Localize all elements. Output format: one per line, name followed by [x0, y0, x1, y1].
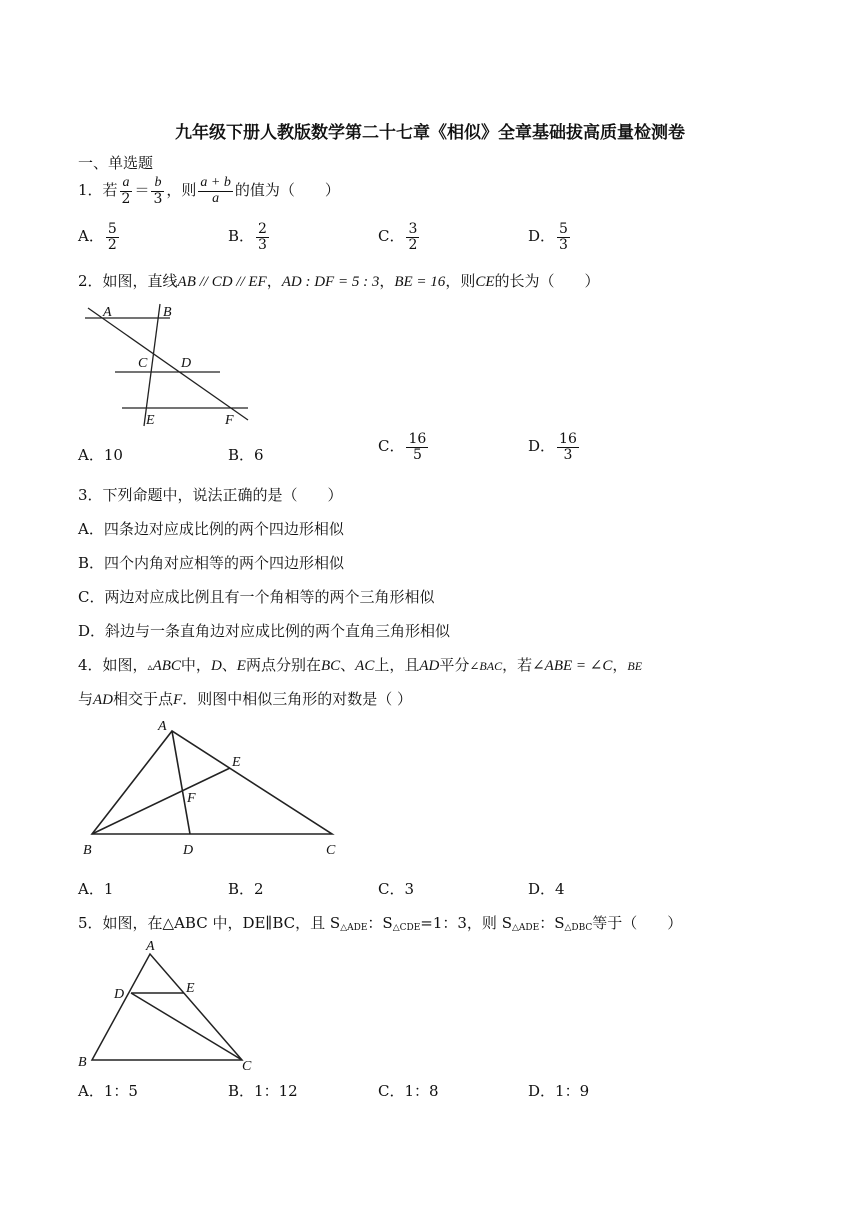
point-f-label: F — [187, 791, 196, 806]
fraction-a-over-2: $\frac{a}{2}$ — [121, 175, 131, 207]
point-e-label: E — [186, 981, 195, 996]
point-e-label: E — [146, 413, 155, 428]
question-3-option-c: C．两边对应成比例且有一个角相等的两个三角形相似 — [78, 588, 435, 606]
question-5-option-a: A．1：5 — [78, 1082, 138, 1100]
question-2-option-a: A．10 — [78, 446, 123, 464]
point-e-label: E — [232, 755, 241, 770]
question-2-option-c: C． $\frac{16}{5}$ — [378, 431, 427, 463]
question-5-stem: 5．如图，在△ABC 中，DE∥BC，且 $S_{\triangle ADE}$：$S_{\triangle CDE}=1$：3，则 $S_{\triangle ADE}$：$S_{\triangle DBC}$等于（ ） — [78, 914, 683, 933]
question-3-option-d: D．斜边与一条直角边对应成比例的两个直角三角形相似 — [78, 622, 451, 640]
point-d-label: D — [181, 356, 192, 371]
question-1-option-c: C． $\frac{3}{2}$ — [378, 221, 418, 253]
question-1-option-a: A． $\frac{5}{2}$ — [78, 221, 117, 253]
question-1-stem: 1．若 $\frac{a}{2}$ ＝ $\frac{b}{3}$ ，则 $\frac{a + b}{a}$ 的值为（ ） — [78, 175, 340, 207]
point-c-label: C — [242, 1059, 252, 1074]
question-2-option-b: B．6 — [228, 446, 264, 464]
figure-parallel-lines — [80, 300, 260, 430]
point-b-label: B — [78, 1055, 87, 1070]
fraction-b-over-3: $\frac{b}{3}$ — [153, 175, 163, 207]
point-a-label: A — [158, 719, 167, 734]
question-1-option-d: D． $\frac{5}{3}$ — [528, 221, 568, 253]
page-title: 九年级下册人教版数学第二十七章《相似》全章基础拔高质量检测卷 — [175, 123, 685, 143]
question-3-option-b: B．四个内角对应相等的两个四边形相似 — [78, 554, 345, 572]
question-4-option-c: C．3 — [378, 880, 415, 898]
point-f-label: F — [225, 413, 234, 428]
point-a-label: A — [146, 939, 155, 954]
fraction-a-plus-b-over-a: $\frac{a + b}{a}$ — [200, 175, 231, 206]
point-b-label: B — [83, 843, 92, 858]
point-d-label: D — [114, 987, 125, 1002]
point-b-label: B — [163, 305, 172, 320]
point-c-label: C — [326, 843, 336, 858]
figure-triangle-de-parallel-bc — [76, 936, 266, 1074]
figure-triangle-abc-bisector — [78, 714, 358, 862]
point-a-label: A — [103, 305, 112, 320]
question-4-stem-line-2: 与AD相交于点F．则图中相似三角形的对数是（ ） — [78, 690, 412, 708]
question-2-stem: 2．如图，直线AB // CD // EF，AD : DF = 5 : 3，BE = 16，则CE的长为（ ） — [78, 272, 600, 290]
section-heading: 一、单选题 — [78, 154, 154, 172]
question-4-option-d: D．4 — [528, 880, 565, 898]
question-1-option-b: B． $\frac{2}{3}$ — [228, 221, 267, 253]
question-4-stem-line-1: 4．如图，▵ABC中，D、E两点分别在BC、AC上，且AD平分∠BAC，若∠ABE = ∠C，BE — [78, 656, 643, 674]
question-3-option-a: A．四条边对应成比例的两个四边形相似 — [78, 520, 344, 538]
question-3-stem: 3．下列命题中，说法正确的是（ ） — [78, 486, 343, 504]
question-2-option-d: D． $\frac{16}{3}$ — [528, 431, 577, 463]
question-4-option-a: A．1 — [78, 880, 114, 898]
point-d-label: D — [183, 843, 194, 858]
question-5-option-d: D．1：9 — [528, 1082, 590, 1100]
question-5-option-c: C．1：8 — [378, 1082, 439, 1100]
point-c-label: C — [138, 356, 148, 371]
question-4-option-b: B．2 — [228, 880, 264, 898]
question-5-option-b: B．1：12 — [228, 1082, 298, 1100]
